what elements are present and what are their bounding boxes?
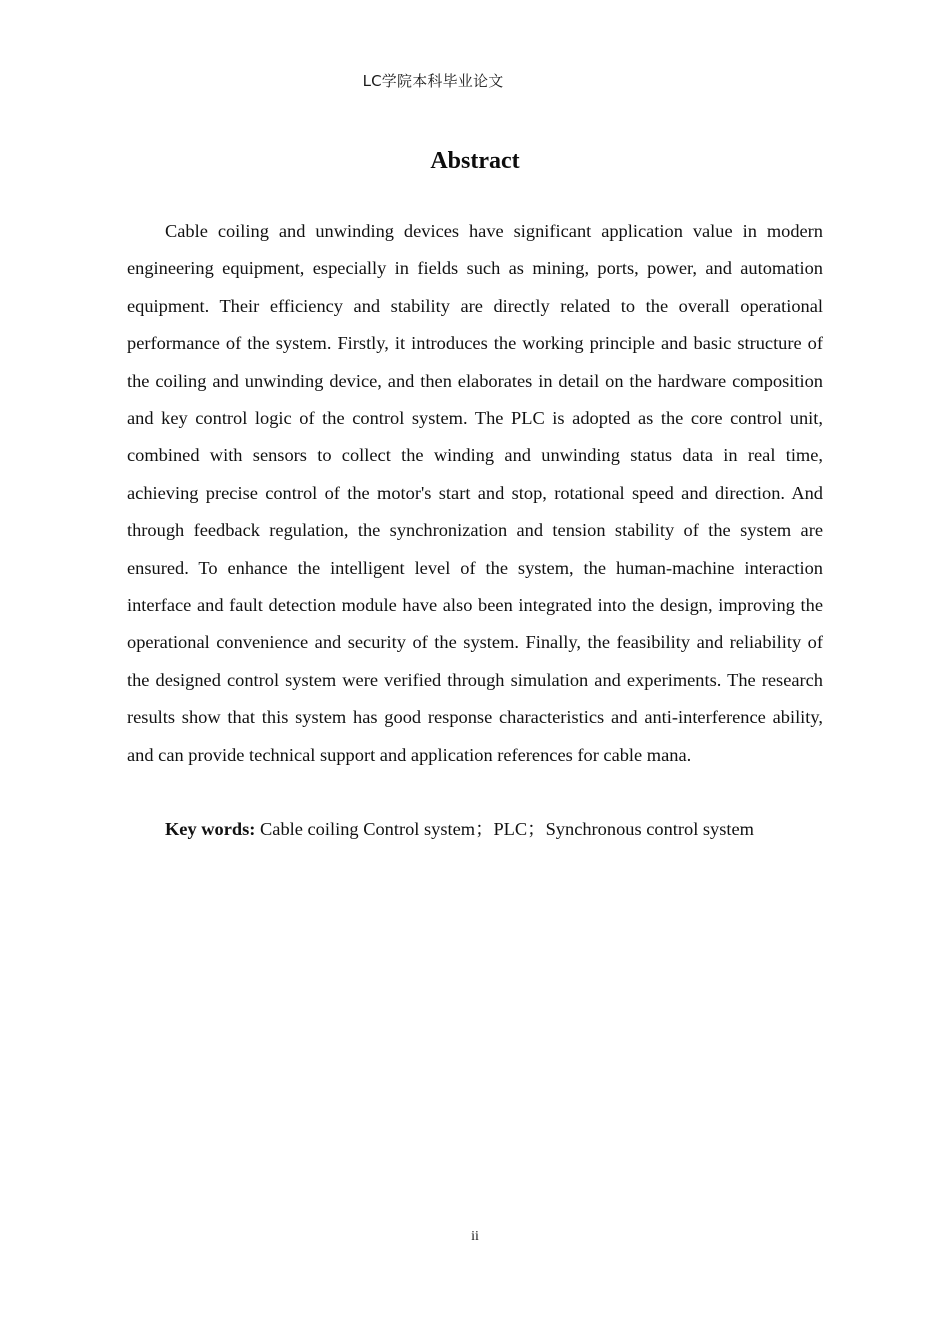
keywords-label: Key words: bbox=[165, 819, 256, 839]
page-number: ii bbox=[471, 1229, 479, 1244]
abstract-title: Abstract bbox=[430, 148, 520, 174]
keywords-line bbox=[127, 811, 823, 848]
abstract-body: Cable coiling and unwinding devices have significant application value in modern engineering equipment, especially in fields such as mining, ports, power, and automation equipment. Their efficiency and stability are directly related to the overall operational performance of the system. Firstly, it introduces the working principle and basic structure of the coiling and unwinding device, and then elaborates in detail on the hardware composition and key control logic of the control system. The PLC is adopted as the core control unit, combined with sensors to collect the winding and unwinding status data in real time, achieving precise control of the motor's start and stop, rotational speed and direction. And through feedback regulation, the synchronization and tension stability of the system are ensured. To enhance the intelligent level of the system, the human-machine interaction interface and fault detection module have also been integrated into the design, improving the operational convenience and security of the system. Finally, the feasibility and reliability of the designed control system were verified through simulation and experiments. The research results show that this system has good response characteristics and anti-interference ability, and can provide technical support and application references for cable mana. bbox=[127, 221, 823, 765]
keywords-text: Cable coiling Control system；PLC；Synchronous control system bbox=[255, 819, 754, 839]
running-header: LC学院本科毕业论文 bbox=[362, 72, 504, 90]
